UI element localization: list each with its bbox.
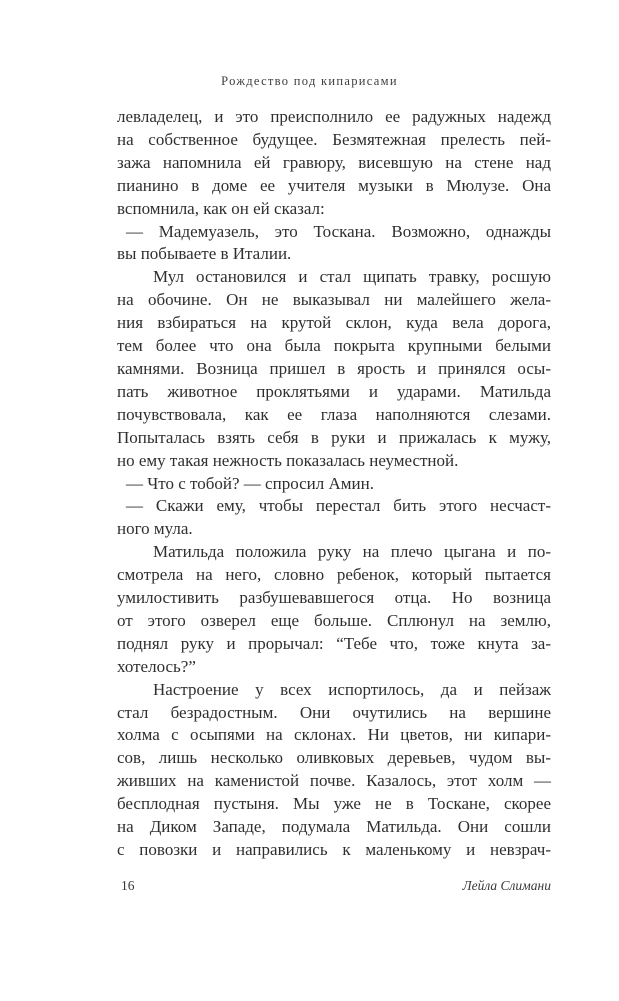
text-line: — Мадемуазель, это Тоскана. Возможно, однажды [126,221,551,241]
text-line: Мул остановился и стал щипать травку, росшую [153,267,551,287]
text-line: Настроение у всех испортилось, да и пейзаж [153,679,551,699]
text-line: вы побываете в Италии. [117,244,292,264]
text-line: сов, лишь несколько оливковых деревьев, чудом вы- [117,748,551,768]
text-line: на обочине. Он не выказывал ни малейшего жела- [117,290,551,310]
text-line: Попыталась взять себя в руки и прижалась к мужу, [117,427,551,447]
paragraph [117,266,551,472]
text-line: вспомнила, как он ей сказал: [117,198,325,218]
paragraph [117,221,551,267]
text-line: холма с осыпями на склонах. Ни цветов, ни кипари- [117,725,551,745]
text-line: живших на каменистой почве. Казалось, этот холм — [117,771,551,791]
text-line: пать животное проклятьями и ударами. Матильда [117,381,551,401]
text-line: но ему такая нежность показалась неуместной. [117,450,459,470]
text-line: пианино в доме ее учителя музыки в Мюлузе. Она [117,175,551,195]
page-footer [117,878,551,898]
text-line: камнями. Возница пришел в ярость и принялся осы- [117,358,551,378]
page-number: 16 [121,878,135,893]
text-line: стал безрадостным. Они очутились на вершине [117,702,551,722]
text-line: ния взбираться на крутой склон, куда вела дорога, [117,313,551,333]
text-line: смотрела на него, словно ребенок, который пытается [117,565,551,585]
text-line: левладелец, и это преисполнило ее радужных надежд [117,107,551,126]
paragraph [117,495,551,541]
footer-author: Лейла Слимани [462,878,551,893]
text-line: поднял руку и прорычал: “Тебе что, тоже кнута за- [117,633,551,653]
paragraph [117,473,551,496]
text-line: умилостивить разбушевавшегося отца. Но возница [117,588,551,608]
paragraph [117,679,551,862]
text-line: от этого озверел еще больше. Сплюнул на землю, [117,610,551,630]
text-line: — Что с тобой? — спросил Амин. [126,473,374,493]
text-line: бесплодная пустыня. Мы уже не в Тоскане, скорее [117,794,551,814]
text-line: тем более что она была покрыта крупными белыми [117,336,551,356]
running-header: Рождество под кипарисами [221,74,398,88]
text-line: хотелось?” [117,656,196,676]
paragraph [117,106,551,221]
text-line: ного мула. [117,519,193,539]
paragraph [117,541,551,678]
text-line: Матильда положила руку на плечо цыгана и по- [153,542,551,562]
text-line: с повозки и направились к маленькому и невзрач- [117,840,551,859]
text-line: на собственное будущее. Безмятежная прелесть пей- [117,129,551,149]
text-line: — Скажи ему, чтобы перестал бить этого несчаст- [126,496,551,516]
body-text [117,106,551,862]
text-line: почувствовала, как ее глаза наполняются слезами. [117,404,551,424]
text-line: на Диком Западе, подумала Матильда. Они сошли [117,817,551,837]
text-line: зажа напомнила ей гравюру, висевшую на стене над [117,152,551,172]
